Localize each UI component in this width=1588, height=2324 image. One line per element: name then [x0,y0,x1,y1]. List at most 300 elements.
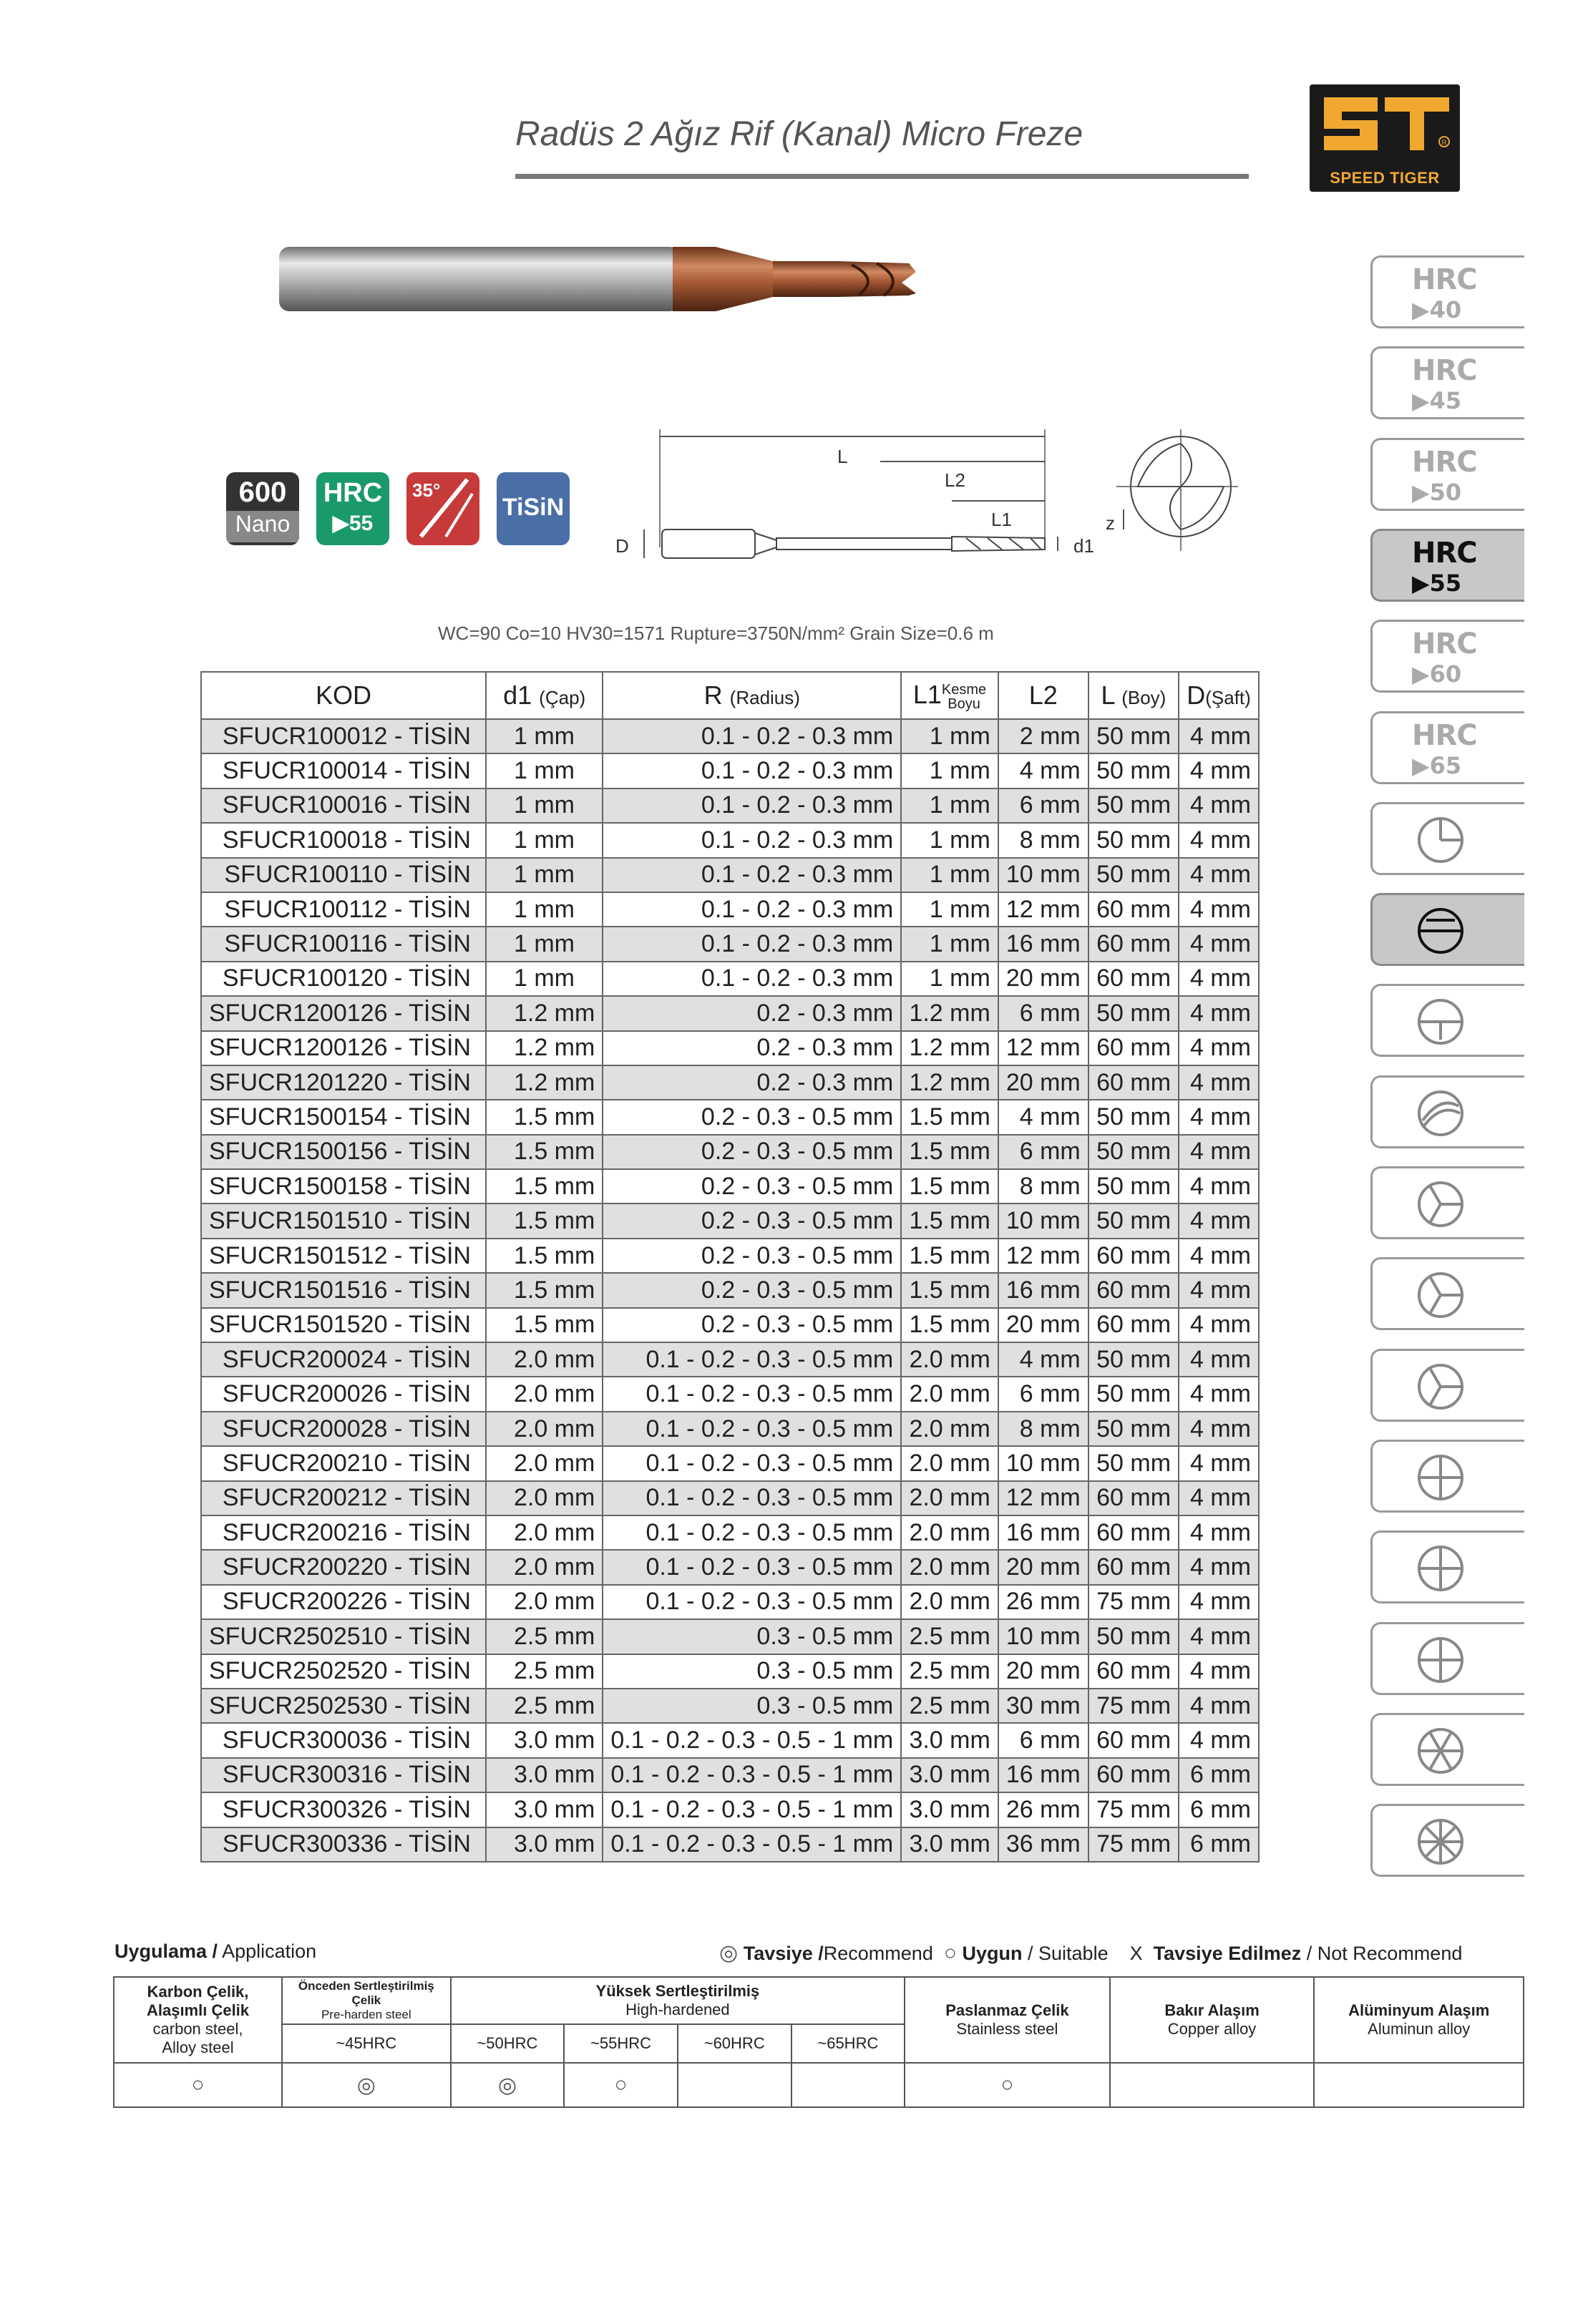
four-flute-variant-icon [1408,1543,1473,1593]
rating-cell: ○ [564,2063,678,2107]
tab-hrc-label: HRC [1412,536,1477,570]
cell-l1: 3.0 mm [901,1792,998,1827]
cell-d1: 1.5 mm [486,1100,603,1134]
cell-l: 60 mm [1088,1239,1179,1273]
tab-hrc-55[interactable] [1370,529,1524,602]
rating-cell [791,2063,905,2107]
cell-l2: 20 mm [998,1308,1088,1342]
cell-kod: SFUCR2502520 - TİSİN [201,1654,486,1689]
cell-l: 50 mm [1088,1377,1179,1411]
col-l2: L2 [998,672,1088,719]
cell-r: 0.3 - 0.5 mm [603,1619,901,1654]
rating-cell: ○ [114,2063,282,2107]
cell-r: 0.1 - 0.2 - 0.3 - 0.5 mm [603,1412,901,1446]
cell-d: 4 mm [1179,1377,1259,1411]
table-row [201,1169,1259,1204]
cell-r: 0.2 - 0.3 mm [603,996,901,1030]
cell-l1: 1 mm [901,823,998,857]
cell-d1: 1 mm [486,753,603,788]
cell-l: 50 mm [1088,823,1179,857]
cell-d: 4 mm [1179,719,1259,753]
cell-r: 0.1 - 0.2 - 0.3 - 0.5 - 1 mm [603,1827,901,1862]
cell-r: 0.1 - 0.2 - 0.3 mm [603,892,901,927]
cell-l: 50 mm [1088,1135,1179,1169]
cell-kod: SFUCR100012 - TİSİN [201,719,486,753]
cell-d: 4 mm [1179,962,1259,996]
cell-l: 50 mm [1088,1100,1179,1134]
table-row [201,858,1259,892]
cell-l1: 2.0 mm [901,1446,998,1480]
tab-hrc-label: HRC [1412,628,1477,661]
cell-r: 0.2 - 0.3 - 0.5 mm [603,1239,901,1273]
tab-hrc-value: ▶45 [1412,387,1462,415]
cell-l: 50 mm [1088,1619,1179,1654]
tab-hrc-40[interactable] [1370,255,1524,328]
cell-d1: 1 mm [486,858,603,892]
aluminum-cell: Alüminyum Alaşım Aluminun alloy [1314,1977,1524,2063]
cell-l1: 2.0 mm [901,1515,998,1550]
cell-l1: 1 mm [901,962,998,996]
cell-l2: 26 mm [998,1792,1088,1827]
dim-d1-label: d1 [1073,535,1094,557]
cell-d1: 1.5 mm [486,1308,603,1342]
helix-angle-badge: 35° [406,472,479,545]
tab-hrc-60[interactable] [1370,620,1524,693]
cell-l: 50 mm [1088,1446,1179,1480]
ball-end-icon [1408,815,1473,865]
table-row [201,1792,1259,1827]
cell-d: 4 mm [1179,753,1259,788]
cell-kod: SFUCR300036 - TİSİN [201,1723,486,1757]
cell-l: 50 mm [1088,719,1179,753]
cell-l2: 2 mm [998,719,1088,753]
tab-hrc-value: ▶55 [1412,569,1462,597]
dim-D-label: D [615,535,629,557]
application-table [113,1976,1524,2108]
cell-l2: 16 mm [998,1273,1088,1307]
cell-l2: 8 mm [998,1412,1088,1446]
cell-d1: 2.5 mm [486,1654,603,1689]
cell-d: 6 mm [1179,1758,1259,1792]
cell-l: 60 mm [1088,892,1179,927]
rating-cell: ○ [905,2063,1110,2107]
hrc45-cell: ~45HRC [282,2024,451,2063]
tab-shape[interactable] [1370,1075,1524,1148]
table-row [201,1689,1259,1723]
table-row [201,1031,1259,1065]
cell-d1: 2.5 mm [486,1619,603,1654]
tab-shape[interactable] [1370,1166,1524,1239]
svg-text:R: R [1441,139,1447,147]
cell-l2: 12 mm [998,892,1088,927]
table-row [201,1550,1259,1584]
nano-grain-badge: 600 Nano [226,472,299,545]
cell-r: 0.1 - 0.2 - 0.3 - 0.5 - 1 mm [603,1723,901,1757]
rating-cell [1314,2063,1524,2107]
cell-kod: SFUCR100110 - TİSİN [201,858,486,892]
table-header-row [201,672,1259,719]
tab-hrc-45[interactable] [1370,346,1524,419]
cell-r: 0.1 - 0.2 - 0.3 - 0.5 mm [603,1515,901,1550]
tab-shape[interactable] [1370,1349,1524,1422]
cell-d: 4 mm [1179,1515,1259,1550]
table-row [201,996,1259,1030]
cell-l: 75 mm [1088,1585,1179,1619]
table-row [201,1827,1259,1862]
cell-d: 4 mm [1179,1065,1259,1100]
cell-kod: SFUCR200026 - TİSİN [201,1377,486,1411]
cell-r: 0.2 - 0.3 - 0.5 mm [603,1135,901,1169]
cell-kod: SFUCR200220 - TİSİN [201,1550,486,1584]
cell-kod: SFUCR1500154 - TİSİN [201,1100,486,1134]
tab-hrc-value: ▶60 [1412,660,1462,688]
cell-l2: 16 mm [998,1758,1088,1792]
cell-d1: 2.5 mm [486,1689,603,1723]
cell-l2: 4 mm [998,753,1088,788]
cell-r: 0.1 - 0.2 - 0.3 - 0.5 mm [603,1585,901,1619]
cell-d1: 2.0 mm [486,1377,603,1411]
table-row [201,962,1259,996]
cell-l: 50 mm [1088,1169,1179,1204]
cell-r: 0.1 - 0.2 - 0.3 - 0.5 - 1 mm [603,1792,901,1827]
table-row [201,1342,1259,1377]
cell-r: 0.1 - 0.2 - 0.3 - 0.5 - 1 mm [603,1758,901,1792]
roughing-icon [1408,1088,1473,1138]
cell-kod: SFUCR1500158 - TİSİN [201,1169,486,1204]
cell-l1: 1.5 mm [901,1100,998,1134]
cell-l: 60 mm [1088,1308,1179,1342]
cell-d: 4 mm [1179,1550,1259,1584]
cell-l: 60 mm [1088,1758,1179,1792]
cell-d1: 1 mm [486,927,603,961]
cell-l: 60 mm [1088,1515,1179,1550]
cell-l1: 1.5 mm [901,1308,998,1342]
cell-l2: 36 mm [998,1827,1088,1862]
cell-d: 4 mm [1179,1135,1259,1169]
speed-tiger-logo [1310,84,1460,192]
not-recommend-symbol: X [1129,1943,1143,1964]
cell-kod: SFUCR300316 - TİSİN [201,1758,486,1792]
four-flute-icon [1408,1452,1473,1503]
cell-d1: 2.0 mm [486,1550,603,1584]
three-flute-icon [1408,1179,1473,1229]
cell-r: 0.1 - 0.2 - 0.3 mm [603,823,901,857]
cell-l2: 6 mm [998,1723,1088,1757]
cell-l1: 2.5 mm [901,1654,998,1689]
cell-l1: 2.0 mm [901,1342,998,1377]
cell-l1: 1 mm [901,788,998,823]
table-row [201,1654,1259,1689]
cell-l: 75 mm [1088,1792,1179,1827]
material-spec-line: WC=90 Co=10 HV30=1571 Rupture=3750N/mm² Grain Size=0.6 m [438,622,994,644]
hrc65-cell: ~65HRC [791,2024,905,2063]
cell-d: 4 mm [1179,1412,1259,1446]
cell-l1: 1.2 mm [901,1065,998,1100]
cell-l: 60 mm [1088,1481,1179,1515]
cell-d: 4 mm [1179,1654,1259,1689]
cell-kod: SFUCR100116 - TİSİN [201,927,486,961]
cell-l: 75 mm [1088,1827,1179,1862]
cell-l2: 30 mm [998,1689,1088,1723]
table-row [201,1204,1259,1238]
cell-d: 6 mm [1179,1792,1259,1827]
tab-hrc-65[interactable] [1370,711,1524,784]
cell-d1: 1.5 mm [486,1169,603,1204]
cell-l1: 2.5 mm [901,1689,998,1723]
cell-kod: SFUCR1501520 - TİSİN [201,1308,486,1342]
cell-kod: SFUCR1200126 - TİSİN [201,1031,486,1065]
cell-l1: 1.2 mm [901,996,998,1030]
table-row [201,788,1259,823]
cell-d: 4 mm [1179,927,1259,961]
cell-kod: SFUCR100016 - TİSİN [201,788,486,823]
cell-d1: 3.0 mm [486,1792,603,1827]
table-row [201,1239,1259,1273]
cell-l: 60 mm [1088,962,1179,996]
cell-l2: 8 mm [998,823,1088,857]
cell-r: 0.3 - 0.5 mm [603,1654,901,1689]
tab-shape[interactable] [1370,802,1524,875]
table-row [201,1308,1259,1342]
cell-r: 0.2 - 0.3 - 0.5 mm [603,1169,901,1204]
cell-d1: 1.2 mm [486,1031,603,1065]
end-mill-photo [272,243,1202,322]
cell-l: 60 mm [1088,1550,1179,1584]
three-flute-variant-icon [1408,1270,1473,1320]
cell-r: 0.1 - 0.2 - 0.3 mm [603,753,901,788]
cell-d: 4 mm [1179,1619,1259,1654]
table-row [201,1481,1259,1515]
cell-l2: 10 mm [998,1619,1088,1654]
tab-shape[interactable] [1370,1530,1524,1603]
cell-kod: SFUCR100112 - TİSİN [201,892,486,927]
tab-hrc-label: HRC [1412,718,1477,752]
cell-l2: 20 mm [998,1550,1088,1584]
cell-d: 4 mm [1179,996,1259,1030]
cell-kod: SFUCR200210 - TİSİN [201,1446,486,1480]
high-hardened-cell: Yüksek Sertleştirilmiş High-hardened [451,1977,905,2024]
table-row [201,719,1259,753]
cell-l2: 12 mm [998,1481,1088,1515]
cell-l: 60 mm [1088,1031,1179,1065]
cell-l1: 2.0 mm [901,1481,998,1515]
hrc60-cell: ~60HRC [678,2024,791,2063]
cell-l: 50 mm [1088,1412,1179,1446]
tab-hrc-label: HRC [1412,354,1477,388]
cell-l2: 4 mm [998,1342,1088,1377]
cell-l2: 10 mm [998,1446,1088,1480]
cell-d: 6 mm [1179,1827,1259,1862]
dim-L-label: L [837,446,848,467]
tab-shape[interactable] [1370,1257,1524,1330]
table-row [201,1412,1259,1446]
cell-r: 0.1 - 0.2 - 0.3 - 0.5 mm [603,1342,901,1377]
rating-cell [1110,2063,1315,2107]
table-row [201,823,1259,857]
cell-r: 0.1 - 0.2 - 0.3 mm [603,788,901,823]
table-row [201,1758,1259,1792]
cell-d1: 2.0 mm [486,1481,603,1515]
cell-r: 0.2 - 0.3 - 0.5 mm [603,1204,901,1238]
cell-l2: 12 mm [998,1239,1088,1273]
cell-r: 0.2 - 0.3 - 0.5 mm [603,1273,901,1307]
cell-d1: 1.5 mm [486,1204,603,1238]
cell-d: 4 mm [1179,1723,1259,1757]
cell-l1: 3.0 mm [901,1723,998,1757]
recommend-symbol-icon: ◎ [719,1941,739,1965]
tab-shape[interactable] [1370,893,1524,966]
cell-kod: SFUCR200216 - TİSİN [201,1515,486,1550]
cell-d1: 1 mm [486,823,603,857]
cell-d: 4 mm [1179,823,1259,857]
cell-l2: 8 mm [998,1169,1088,1204]
title-underline [515,174,1249,179]
cell-l: 50 mm [1088,788,1179,823]
tab-shape[interactable] [1370,1804,1524,1877]
tab-shape[interactable] [1370,1622,1524,1695]
dimension-diagram [608,422,1252,572]
rating-cell: ◎ [451,2063,565,2107]
tab-hrc-value: ▶65 [1412,751,1462,779]
cell-l2: 20 mm [998,1654,1088,1689]
cell-l1: 1.5 mm [901,1169,998,1204]
table-row [201,1446,1259,1480]
cell-l1: 1.2 mm [901,1031,998,1065]
tab-shape[interactable] [1370,1713,1524,1786]
cell-d: 4 mm [1179,1481,1259,1515]
cell-l: 60 mm [1088,927,1179,961]
tab-hrc-value: ▶50 [1412,478,1462,506]
cell-d1: 2.0 mm [486,1342,603,1377]
cell-l1: 1 mm [901,719,998,753]
cell-l: 50 mm [1088,996,1179,1030]
cell-r: 0.2 - 0.3 mm [603,1031,901,1065]
cell-kod: SFUCR300326 - TİSİN [201,1792,486,1827]
cell-d1: 3.0 mm [486,1723,603,1757]
cell-l1: 1.5 mm [901,1204,998,1238]
cell-d: 4 mm [1179,1585,1259,1619]
cell-l2: 12 mm [998,1031,1088,1065]
cell-l2: 6 mm [998,996,1088,1030]
three-flute-radius-icon [1408,1362,1473,1412]
logo-mark-icon [1310,84,1460,163]
cell-d: 4 mm [1179,1239,1259,1273]
col-d: D(Şaft) [1179,672,1259,719]
cell-kod: SFUCR300336 - TİSİN [201,1827,486,1862]
cell-l2: 4 mm [998,1100,1088,1134]
cell-d: 4 mm [1179,1169,1259,1204]
hrc-55-badge: HRC ▶55 [316,472,389,545]
cell-d1: 1.2 mm [486,996,603,1030]
tab-hrc-50[interactable] [1370,438,1524,511]
cell-l1: 2.0 mm [901,1412,998,1446]
hrc55-cell: ~55HRC [564,2024,678,2063]
cell-d: 4 mm [1179,1100,1259,1134]
cell-l: 50 mm [1088,1342,1179,1377]
cell-l: 50 mm [1088,858,1179,892]
carbon-steel-cell: Karbon Çelik, Alaşımlı Çelik carbon steel, Alloy steel [114,1977,282,2063]
cell-l: 60 mm [1088,1273,1179,1307]
cell-l1: 1.5 mm [901,1135,998,1169]
table-row [201,1515,1259,1550]
table-row [201,1619,1259,1654]
cell-d1: 1 mm [486,719,603,753]
cell-l: 75 mm [1088,1689,1179,1723]
cell-kod: SFUCR200212 - TİSİN [201,1481,486,1515]
cell-r: 0.1 - 0.2 - 0.3 - 0.5 mm [603,1550,901,1584]
dim-L2-label: L2 [945,469,965,491]
cell-d: 4 mm [1179,1204,1259,1238]
cell-l2: 6 mm [998,1377,1088,1411]
cell-l1: 3.0 mm [901,1758,998,1792]
radius-end-icon [1408,906,1473,956]
cell-kod: SFUCR1201220 - TİSİN [201,1065,486,1100]
cell-l2: 10 mm [998,858,1088,892]
multi-flute-icon [1408,1817,1473,1867]
cell-d1: 3.0 mm [486,1758,603,1792]
cell-d: 4 mm [1179,1273,1259,1307]
cell-d1: 1 mm [486,788,603,823]
cell-kod: SFUCR1501510 - TİSİN [201,1204,486,1238]
six-flute-icon [1408,1726,1473,1776]
tab-hrc-label: HRC [1412,445,1477,479]
cell-l: 60 mm [1088,1723,1179,1757]
table-row [201,1065,1259,1100]
cell-r: 0.3 - 0.5 mm [603,1689,901,1723]
cell-d: 4 mm [1179,892,1259,927]
tisin-coating-badge: TiSiN [497,472,570,545]
cell-r: 0.1 - 0.2 - 0.3 mm [603,927,901,961]
preharden-cell: Önceden Sertleştirilmiş Çelik Pre-harden steel [282,1977,451,2024]
cell-l2: 16 mm [998,1515,1088,1550]
cell-l2: 20 mm [998,1065,1088,1100]
cell-kod: SFUCR100018 - TİSİN [201,823,486,857]
cell-l: 50 mm [1088,1204,1179,1238]
cell-l1: 1 mm [901,753,998,788]
cell-l: 60 mm [1088,1654,1179,1689]
cell-r: 0.1 - 0.2 - 0.3 mm [603,719,901,753]
cell-r: 0.1 - 0.2 - 0.3 mm [603,858,901,892]
cell-r: 0.1 - 0.2 - 0.3 - 0.5 mm [603,1377,901,1411]
suitable-symbol-icon: ○ [943,1941,957,1965]
cell-d1: 2.0 mm [486,1515,603,1550]
cell-kod: SFUCR100120 - TİSİN [201,962,486,996]
cell-d: 4 mm [1179,788,1259,823]
cell-l1: 2.0 mm [901,1585,998,1619]
tab-shape[interactable] [1370,984,1524,1057]
table-row [201,753,1259,788]
table-row [201,892,1259,927]
cell-kod: SFUCR1200126 - TİSİN [201,996,486,1030]
cell-l1: 2.5 mm [901,1619,998,1654]
cell-r: 0.2 - 0.3 mm [603,1065,901,1100]
hrc50-cell: ~50HRC [451,2024,565,2063]
cell-kod: SFUCR1501516 - TİSİN [201,1273,486,1307]
stainless-cell: Paslanmaz Çelik Stainless steel [905,1977,1110,2063]
dim-L1-label: L1 [991,509,1012,530]
cell-r: 0.2 - 0.3 - 0.5 mm [603,1100,901,1134]
cell-d: 4 mm [1179,1308,1259,1342]
application-legend: Uygulama / Application ◎ Tavsiye /Recommend ○ Uygun / Suitable X Tavsiye Edilmez / Not Recommend [115,1940,1463,1965]
table-body [201,719,1259,1862]
tab-shape[interactable] [1370,1440,1524,1513]
cell-l2: 16 mm [998,927,1088,961]
table-row [201,1723,1259,1757]
table-row [201,1135,1259,1169]
col-l1: L1Kesme Boyu [901,672,998,719]
cell-l: 60 mm [1088,1065,1179,1100]
cell-kod: SFUCR200024 - TİSİN [201,1342,486,1377]
